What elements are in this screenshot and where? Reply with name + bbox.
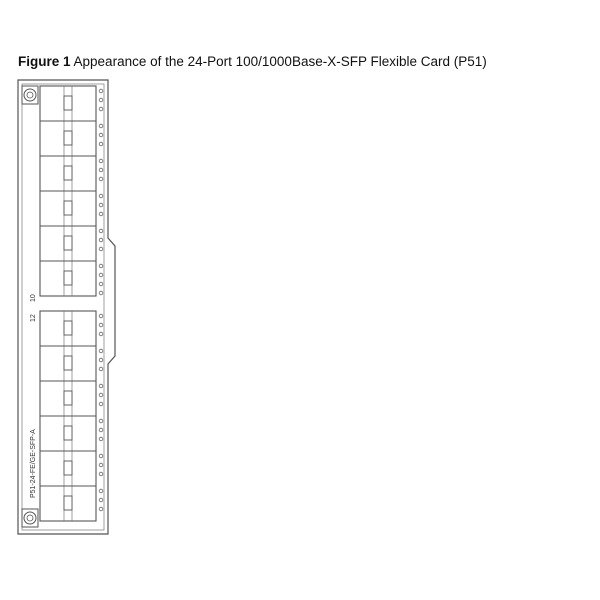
sfp-latch xyxy=(64,236,72,250)
port-number-10: 10 xyxy=(30,294,37,302)
sfp-latch xyxy=(64,96,72,110)
sfp-latch xyxy=(64,321,72,335)
sfp-latch xyxy=(64,201,72,215)
sfp-latch xyxy=(64,166,72,180)
figure-label: Figure 1 xyxy=(18,54,71,69)
sfp-latch xyxy=(64,131,72,145)
sfp-latch xyxy=(64,271,72,285)
card-model-label: P51-24-FE/GE-SFP-A xyxy=(30,429,37,498)
sfp-latch xyxy=(64,496,72,510)
sfp-latch xyxy=(64,461,72,475)
port-number-12: 12 xyxy=(30,314,37,322)
sfp-latch xyxy=(64,426,72,440)
sfp-latch xyxy=(64,356,72,370)
sfp-latch xyxy=(64,391,72,405)
figure-title: Appearance of the 24-Port 100/1000Base-X-SFP Flexible Card (P51) xyxy=(73,54,487,69)
